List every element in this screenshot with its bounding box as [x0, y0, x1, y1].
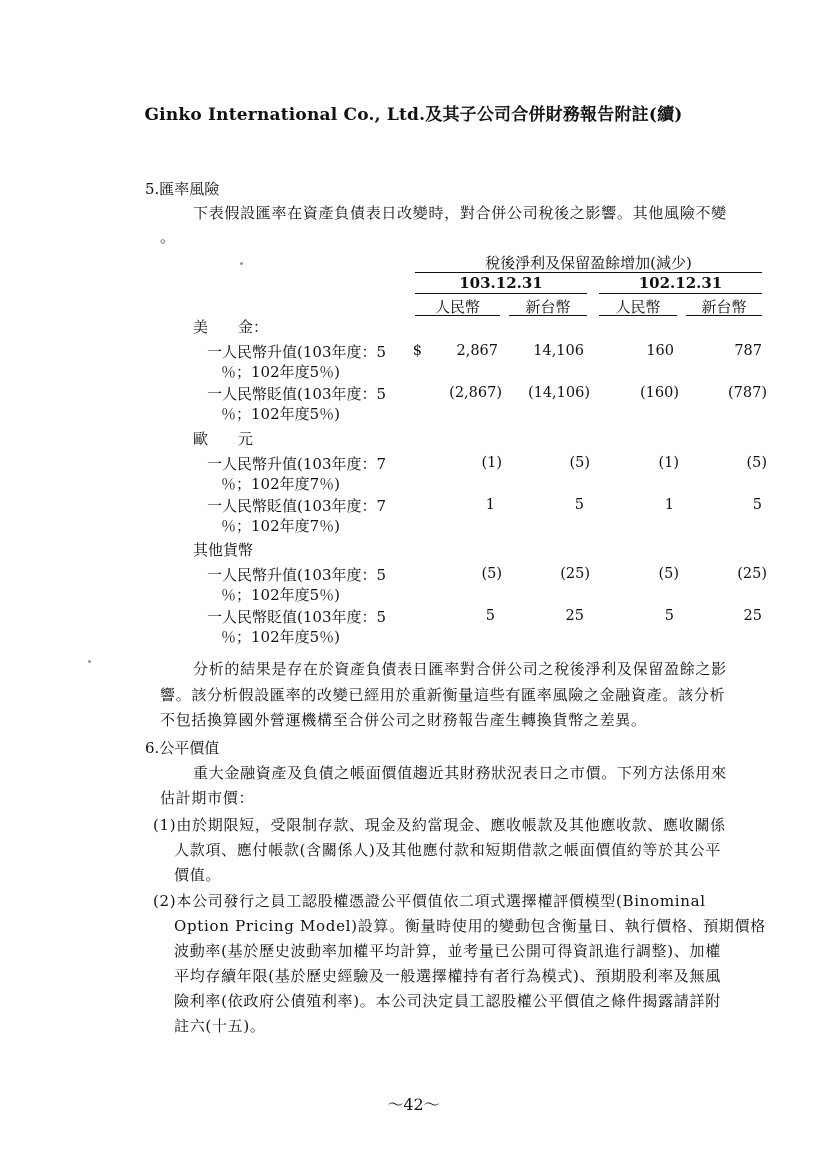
table-cell: (787) [728, 385, 767, 401]
row-label-line2: ％；102年度5％) [221, 586, 341, 604]
table-row-label [207, 342, 386, 382]
table-cell: (25) [560, 566, 590, 582]
table-header-main: 稅後淨利及保留盈餘增加(減少) [485, 254, 692, 272]
page-header-title: Ginko International Co., Ltd.及其子公司合併財務報告附註(續) [144, 105, 683, 125]
section-6-intro-line1: 重大金融資產及負債之帳面價值趨近其財務狀況表日之市價。下列方法係用來 [193, 764, 727, 782]
table-currency-col3: 人民幣 [615, 298, 661, 316]
table-cell: 5 [752, 497, 762, 513]
table-cell: (5) [481, 566, 502, 582]
row-label-line1: 一人民幣貶值(103年度：5 [207, 608, 387, 626]
table-cell: 1 [485, 497, 495, 513]
table-cell: 5 [574, 497, 584, 513]
section-6-item2-line3: 波動率(基於歷史波動率加權平均計算，並考量已公開可得資訊進行調整)、加權 [174, 942, 721, 960]
table-currency-col1: 人民幣 [434, 298, 480, 316]
section-6-item2-line2: Option Pricing Model)設算。衡量時使用的變動包含衡量日、執行價格、預期價格 [174, 917, 766, 935]
table-row-label [207, 454, 386, 494]
table-period-102-rule [599, 293, 762, 294]
section-6-item1-line1: (1)由於期限短，受限制存款、現金及約當現金、應收帳款及其他應收款、應收關係 [153, 816, 726, 834]
section-6-item2-line1: (2)本公司發行之員工認股權憑證公平價值依二項式選擇權評價模型(Binominal [153, 892, 706, 910]
table-period-102: 102.12.31 [638, 274, 723, 292]
table-row-label [207, 496, 386, 536]
table-cell: (14,106) [527, 385, 590, 401]
table-category-usd: 美 金： [193, 318, 269, 336]
scan-speck [240, 262, 243, 265]
table-currency-symbol: $ [412, 343, 422, 359]
analysis-line3: 不包括換算國外營運機構至合併公司之財務報告產生轉換貨幣之差異。 [160, 711, 647, 729]
table-cell: (2,867) [449, 385, 502, 401]
table-cell: 787 [734, 343, 762, 359]
table-cell: 25 [743, 608, 762, 624]
section-6-item1-line3: 價值。 [174, 866, 222, 884]
table-row-label [207, 607, 386, 647]
table-cell: 14,106 [533, 343, 584, 359]
table-cell: (5) [658, 566, 679, 582]
table-row-label [207, 384, 386, 424]
row-label-line1: 一人民幣升值(103年度：5 [207, 343, 387, 361]
table-currency-col2: 新台幣 [525, 298, 571, 316]
table-cell: 25 [565, 608, 584, 624]
section-6-item1-line2: 人款項、應付帳款(含關係人)及其他應付款和短期借款之帳面價值約等於其公平 [174, 841, 721, 859]
table-cell: 160 [646, 343, 674, 359]
page-number: ～42～ [387, 1095, 440, 1114]
row-label-line2: ％；102年度7％) [221, 517, 341, 535]
table-currency-col4-rule [686, 315, 762, 316]
section-5-heading: 5.匯率風險 [145, 180, 220, 198]
table-row-label [207, 565, 386, 605]
row-label-line2: ％；102年度5％) [221, 405, 341, 423]
section-6-item2-line6: 註六(十五)。 [174, 1017, 266, 1035]
table-cell: (5) [569, 455, 590, 471]
table-cell: (1) [481, 455, 502, 471]
table-header-rule [415, 272, 762, 273]
table-cell: 5 [485, 608, 495, 624]
table-currency-col2-rule [509, 315, 587, 316]
row-label-line1: 一人民幣貶值(103年度：5 [207, 385, 387, 403]
table-period-103: 103.12.31 [459, 274, 543, 292]
section-6-item2-line5: 險利率(依政府公債殖利率)。本公司決定員工認股權公平價值之條件揭露請詳附 [174, 992, 721, 1010]
table-currency-col1-rule [415, 315, 500, 316]
table-cell: 5 [664, 608, 674, 624]
section-6-item2-line4: 平均存續年限(基於歷史經驗及一般選擇權持有者行為模式)、預期股利率及無風 [174, 967, 721, 985]
table-cell: (5) [746, 455, 767, 471]
table-cell: 2,867 [456, 343, 498, 359]
table-cell: (160) [640, 385, 679, 401]
section-6-intro-line2: 估計期市價： [160, 789, 255, 807]
section-5-intro-line2: 。 [160, 228, 176, 246]
table-cell: 1 [664, 497, 674, 513]
table-cell: (1) [658, 455, 679, 471]
scan-speck [88, 660, 91, 663]
section-5-intro-line1: 下表假設匯率在資產負債表日改變時，對合併公司稅後之影響。其他風險不變 [193, 204, 727, 222]
table-period-103-rule [415, 293, 587, 294]
row-label-line2: ％；102年度5％) [221, 363, 341, 381]
analysis-line1: 分析的結果是存在於資產負債表日匯率對合併公司之稅後淨利及保留盈餘之影 [193, 660, 727, 678]
table-category-other: 其他貨幣 [193, 541, 254, 559]
analysis-line2: 響。該分析假設匯率的改變已經用於重新衡量這些有匯率風險之金融資產。該分析 [160, 686, 726, 704]
row-label-line1: 一人民幣升值(103年度：5 [207, 566, 387, 584]
row-label-line2: ％；102年度5％) [221, 628, 341, 646]
table-currency-col3-rule [599, 315, 677, 316]
table-cell: (25) [737, 566, 767, 582]
row-label-line1: 一人民幣升值(103年度：7 [207, 455, 387, 473]
table-currency-col4: 新台幣 [701, 298, 747, 316]
row-label-line1: 一人民幣貶值(103年度：7 [207, 497, 387, 515]
row-label-line2: ％；102年度7％) [221, 475, 341, 493]
table-category-eur: 歐 元 [193, 430, 254, 448]
section-6-heading: 6.公平價值 [145, 739, 220, 757]
